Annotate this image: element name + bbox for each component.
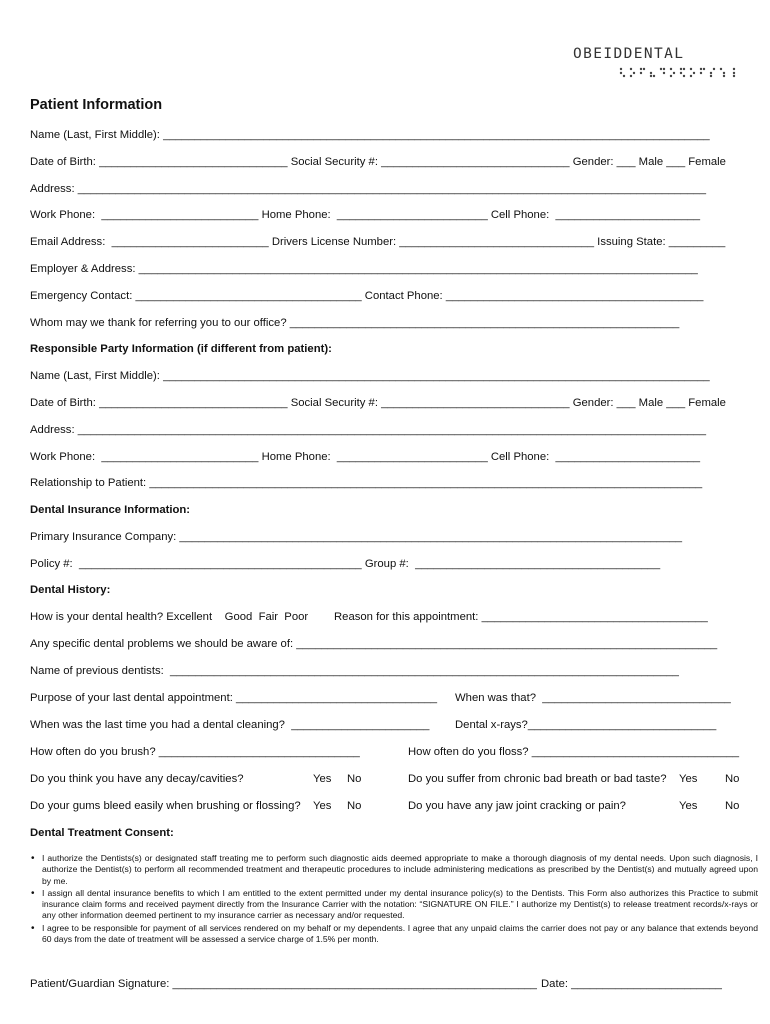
responsible-address-field[interactable]: Address: ____________________________________________________________________________________________________ — [30, 424, 706, 436]
patient-dob-ssn-gender-field[interactable]: Date of Birth: ______________________________ Social Security #: ______________________________ Gender: ___ Male ___ Female — [30, 156, 726, 168]
insurance-policy-group-field[interactable]: Policy #: _____________________________________________ Group #: _______________________________________ — [30, 558, 661, 570]
brand-logo: OBEIDDENTAL — [573, 46, 685, 62]
patient-address-field[interactable]: Address: ____________________________________________________________________________________________________ — [30, 183, 706, 195]
gums-bleed-yes-option[interactable]: Yes — [313, 800, 332, 812]
last-appointment-date-field[interactable]: When was that? ______________________________ — [455, 692, 731, 704]
dental-problems-field[interactable]: Any specific dental problems we should be aware of: ___________________________________________________________________ — [30, 638, 718, 650]
patient-employer-field[interactable]: Employer & Address: _________________________________________________________________________________________ — [30, 263, 698, 275]
patient-name-field[interactable]: Name (Last, First Middle): _______________________________________________________________________________________ — [30, 129, 710, 141]
insurance-company-field[interactable]: Primary Insurance Company: ________________________________________________________________________________ — [30, 531, 683, 543]
consent-item-insurance: • I assign all dental insurance benefits to which I am entitled to the extent permitted under my dental insurance policy(s) to the Dentists. This Form also authorizes this Practice to submit insurance claim forms and received payment directly from the Insurance Carrier with the notation: “SIGNATURE ON FILE.” I authorize my Dentist(s) to release treatment records/x-rays or any other information deemed pertinent to my insurance carrier as necessary and/or requested. — [42, 888, 758, 922]
patient-referral-field[interactable]: Whom may we thank for referring you to our office? ______________________________________________________________ — [30, 317, 680, 329]
dental-health-rating[interactable]: How is your dental health? Excellent Good Fair Poor — [30, 611, 309, 623]
page-title: Patient Information — [30, 97, 163, 113]
gums-bleed-no-option[interactable]: No — [347, 800, 362, 812]
decay-yes-option[interactable]: Yes — [313, 773, 332, 785]
consent-list — [30, 853, 758, 946]
responsible-phones-field[interactable]: Work Phone: _________________________ Home Phone: ________________________ Cell Phone: _______________________ — [30, 451, 701, 463]
responsible-dob-ssn-gender-field[interactable]: Date of Birth: ______________________________ Social Security #: ______________________________ Gender: ___ Male ___ Female — [30, 397, 726, 409]
consent-item-diagnosis: • I authorize the Dentists(s) or designated staff treating me to perform such diagnostic aids deemed appropriate to make a thorough diagnosis of my dental needs. Upon such diagnosis, I authorize the Dentist(s) to perform all recommended treatment and therapeutic procedures to include administering medications as prescribed by the Dentist(s) and mutually agreed upon by me. — [42, 853, 758, 887]
braille-logo-mark — [619, 67, 737, 79]
jaw-joint-no-option[interactable]: No — [725, 800, 740, 812]
insurance-heading: Dental Insurance Information: — [30, 504, 191, 516]
last-appointment-purpose-field[interactable]: Purpose of your last dental appointment: ________________________________ — [30, 692, 438, 704]
patient-email-license-field[interactable]: Email Address: _________________________ Drivers License Number: _______________________________ Issuing State: _________ — [30, 236, 726, 248]
dental-xrays-field[interactable]: Dental x-rays?______________________________ — [455, 719, 717, 731]
patient-emergency-field[interactable]: Emergency Contact: ____________________________________ Contact Phone: _________________________________________ — [30, 290, 704, 302]
responsible-name-field[interactable]: Name (Last, First Middle): _______________________________________________________________________________________ — [30, 370, 710, 382]
consent-heading: Dental Treatment Consent: — [30, 827, 174, 839]
responsible-heading: Responsible Party Information (if different from patient): — [30, 343, 332, 355]
last-cleaning-field[interactable]: When was the last time you had a dental cleaning? ______________________ — [30, 719, 430, 731]
previous-dentists-field[interactable]: Name of previous dentists: _________________________________________________________________________________ — [30, 665, 679, 677]
signature-date-field[interactable]: Date: ________________________ — [541, 978, 722, 990]
brush-frequency-field[interactable]: How often do you brush? ________________________________ — [30, 746, 360, 758]
gums-bleed-question: Do your gums bleed easily when brushing or flossing? — [30, 800, 301, 812]
bad-breath-question: Do you suffer from chronic bad breath or bad taste? — [408, 773, 667, 785]
consent-item-payment: • I agree to be responsible for payment of all services rendered on my behalf or my dependents. I agree that any unpaid claims the carrier does not pay or any balance that extends beyond 60 days from the date of treatment will be assessed a service charge of 1.5% per month. — [42, 923, 758, 946]
jaw-joint-yes-option[interactable]: Yes — [679, 800, 698, 812]
patient-phones-field[interactable]: Work Phone: _________________________ Home Phone: ________________________ Cell Phone: _______________________ — [30, 209, 701, 221]
jaw-joint-question: Do you have any jaw joint cracking or pain? — [408, 800, 626, 812]
appointment-reason-field[interactable]: Reason for this appointment: ____________________________________ — [334, 611, 708, 623]
bad-breath-yes-option[interactable]: Yes — [679, 773, 698, 785]
decay-no-option[interactable]: No — [347, 773, 362, 785]
signature-field[interactable]: Patient/Guardian Signature: __________________________________________________________ — [30, 978, 537, 990]
decay-question: Do you think you have any decay/cavities? — [30, 773, 244, 785]
history-heading: Dental History: — [30, 584, 111, 596]
floss-frequency-field[interactable]: How often do you floss? _________________________________ — [408, 746, 740, 758]
bad-breath-no-option[interactable]: No — [725, 773, 740, 785]
responsible-relationship-field[interactable]: Relationship to Patient: ________________________________________________________________________________________ — [30, 477, 703, 489]
